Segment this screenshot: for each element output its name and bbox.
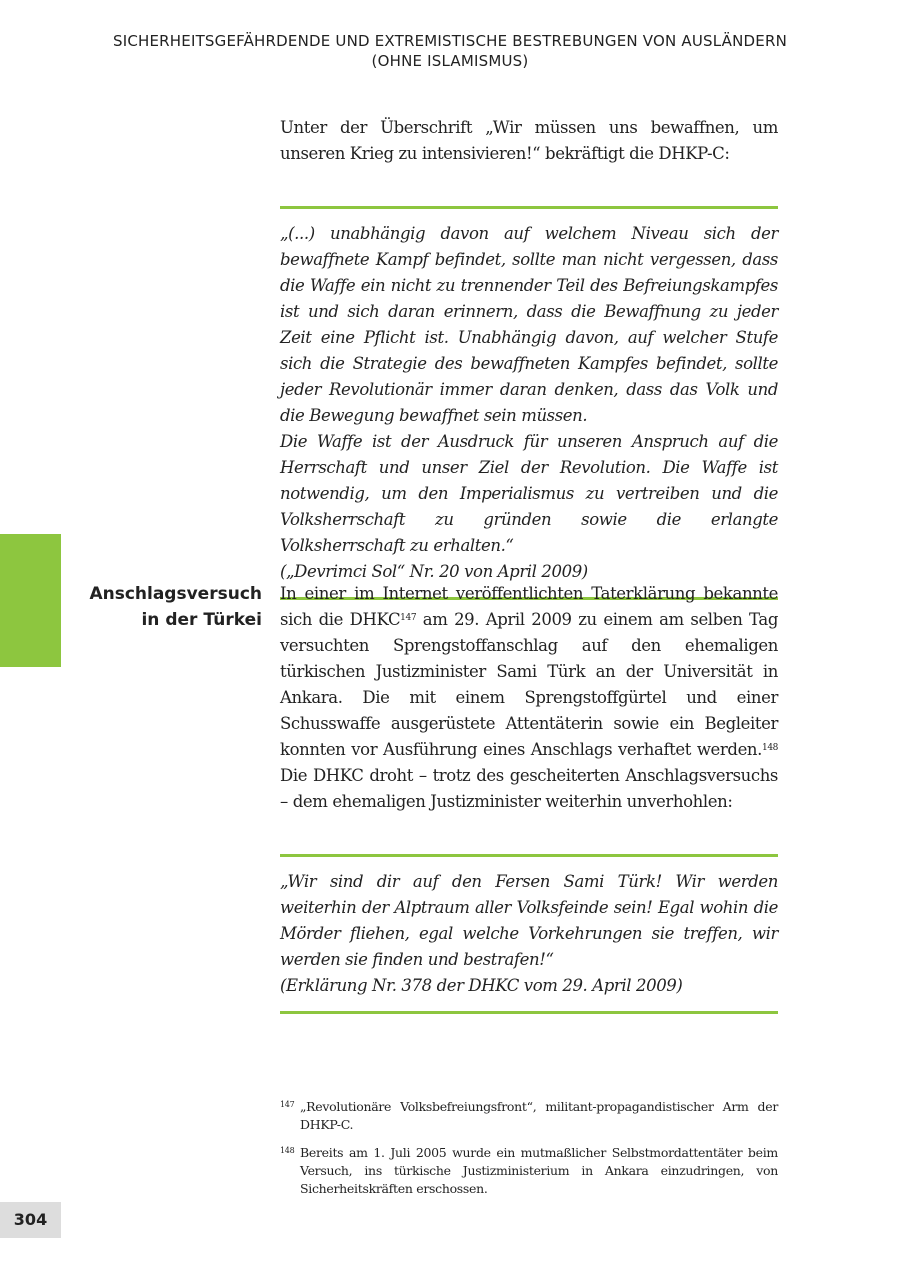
quote-1-paragraph-1: „(...) unabhängig davon auf welchem Niveau sich der bewaffnete Kampf befindet, sollte man nicht vergessen, dass die Waffe ein nicht zu trennender Teil des Befreiungskampfes ist und sich daran erinnern, dass die Bewaffnung zu jeder Zeit eine Pflicht ist. Unabhängig davon, auf welcher Stufe sich die Strategie des bewaffneten Kampfes befindet, sollte jeder Revolutionär immer daran denken, dass das Volk und die Bewegung bewaffnet sein müssen. — [280, 224, 778, 425]
intro-paragraph: Unter der Überschrift „Wir müssen uns bewaffnen, um unseren Krieg zu intensivieren!“ bekräftigt die DHKP-C: — [280, 118, 778, 163]
footnote-reference-147[interactable]: 147 — [400, 613, 417, 623]
quote-block-2 — [280, 854, 778, 1014]
quote-2-text: „Wir sind dir auf den Fersen Sami Türk! Wir werden weiterhin der Alptraum aller Volksfeinde sein! Egal wohin die Mörder fliehen, egal welche Vorkehrungen sie treffen, wir werden sie finden und bestrafen!“ — [280, 872, 778, 969]
quote-1-source: („Devrimci Sol“ Nr. 20 von April 2009) — [280, 562, 588, 581]
quote-1-paragraph-2: Die Waffe ist der Ausdruck für unseren Anspruch auf die Herrschaft und unser Ziel der Revolution. Die Waffe ist notwendig, um den Imperialismus zu vertreiben und die Volksherrschaft zu gründen sowie die erlangte Volksherrschaft zu erhalten.“ — [280, 432, 778, 555]
side-heading-line-2: in der Türkei — [141, 610, 262, 630]
intro-paragraph-wrapper — [280, 115, 778, 167]
footnotes — [280, 1098, 778, 1208]
footnote-number: 147 — [280, 1100, 295, 1109]
running-header — [0, 31, 900, 71]
section-text-part-1: In einer im Internet veröffentlichten Taterklärung bekannte sich die DHKC — [280, 584, 778, 629]
section-text-part-2: am 29. April 2009 zu einem am selben Tag versuchten Sprengstoffanschlag auf den ehemaligen türkischen Justizminister Sami Türk an der Universität in Ankara. Die mit einem Sprengstoffgürtel und einer Schusswaffe ausgerüstete Attentäterin sowie ein Begleiter konnten vor Ausführung eines Anschlags verhaftet werden. — [280, 610, 778, 759]
running-header-line-1: SICHERHEITSGEFÄHRDENDE UND EXTREMISTISCHE BESTREBUNGEN VON AUSLÄNDERN — [112, 32, 788, 50]
quote-2-source: (Erklärung Nr. 378 der DHKC vom 29. April 2009) — [280, 976, 683, 995]
section-text-part-3: Die DHKC droht – trotz des gescheiterten Anschlagsversuchs – dem ehemaligen Justizminister weiterhin unverhohlen: — [280, 766, 778, 811]
footnote-148 — [280, 1144, 778, 1198]
footnote-text: „Revolutionäre Volksbefreiungsfront“, militant-propagandistischer Arm der DHKP-C. — [300, 1099, 778, 1132]
section-paragraph — [280, 581, 778, 815]
side-heading — [60, 581, 262, 633]
footnote-147 — [280, 1098, 778, 1134]
footnote-reference-148[interactable]: 148 — [762, 743, 778, 753]
chapter-tab-marker — [0, 534, 61, 667]
page-number: 304 — [0, 1202, 61, 1238]
footnote-text: Bereits am 1. Juli 2005 wurde ein mutmaßlicher Selbstmordattentäter beim Versuch, ins türkische Justizministerium in Ankara einzudringen, von Sicherheitskräften erschossen. — [300, 1145, 778, 1196]
footnote-number: 148 — [280, 1146, 295, 1155]
running-header-line-2: (OHNE ISLAMISMUS) — [371, 52, 529, 70]
side-heading-line-1: Anschlagsversuch — [89, 584, 262, 604]
quote-block-1 — [280, 206, 778, 600]
section-paragraph-wrapper — [280, 581, 778, 815]
